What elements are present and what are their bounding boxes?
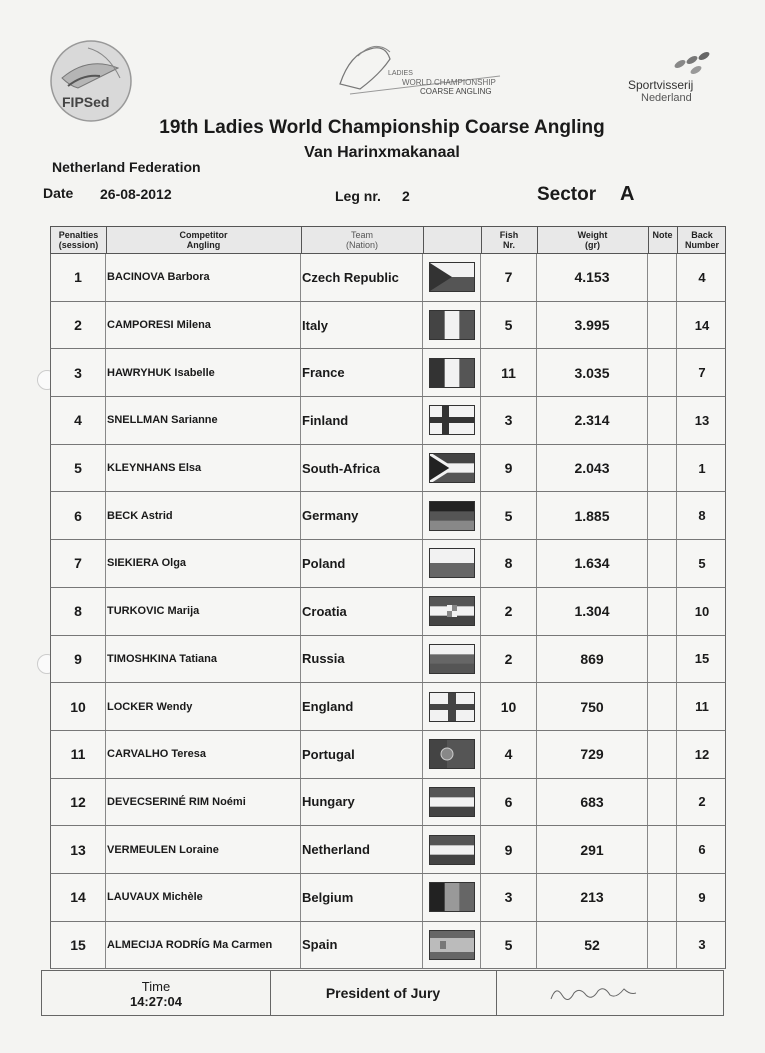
competitor-cell: ALMECIJA RODRÍG Ma Carmen <box>106 922 301 969</box>
team-cell: Italy <box>301 302 423 349</box>
note-cell <box>648 826 677 873</box>
note-cell <box>648 445 677 492</box>
results-table <box>50 226 726 969</box>
competitor-cell: CAMPORESI Milena <box>106 302 301 349</box>
date-label: Date <box>43 185 74 201</box>
table-row <box>50 445 726 493</box>
flag-de-icon <box>429 501 475 531</box>
president-of-jury-label: President of Jury <box>270 971 497 1015</box>
competitor-cell: LAUVAUX Michèle <box>106 874 301 921</box>
note-cell <box>648 779 677 826</box>
weight-cell: 2.043 <box>537 445 648 492</box>
team-cell: England <box>301 683 423 730</box>
flag-cell <box>423 826 481 873</box>
team-cell: Netherland <box>301 826 423 873</box>
fish-cell: 9 <box>481 445 537 492</box>
flag-es-icon <box>429 930 475 960</box>
header-penalties: Penalties (session) <box>51 227 107 253</box>
penalty-cell: 10 <box>51 683 106 730</box>
fish-cell: 11 <box>481 349 537 396</box>
flag-ru-icon <box>429 644 475 674</box>
flag-cell <box>423 445 481 492</box>
flag-hr-icon <box>429 596 475 626</box>
flag-cell <box>423 874 481 921</box>
fipsed-logo-text: FIPSed <box>62 94 110 110</box>
fish-cell: 8 <box>481 540 537 587</box>
flag-cell <box>423 397 481 444</box>
back-number-cell: 4 <box>698 269 706 285</box>
note-cell <box>648 540 677 587</box>
competitor-cell: CARVALHO Teresa <box>106 731 301 778</box>
team-cell: Russia <box>301 636 423 683</box>
penalty-cell: 4 <box>51 397 106 444</box>
weight-cell: 750 <box>537 683 648 730</box>
fish-cell: 2 <box>481 588 537 635</box>
back-number-cell: 14 <box>694 317 710 333</box>
back-number-cell: 2 <box>698 794 706 810</box>
penalty-cell: 3 <box>51 349 106 396</box>
flag-en-icon <box>429 692 475 722</box>
competitor-cell: TIMOSHKINA Tatiana <box>106 636 301 683</box>
fish-cell: 7 <box>481 254 537 301</box>
fish-cell: 3 <box>481 874 537 921</box>
sportvisserij-text: Sportvisserij <box>628 78 694 92</box>
back-number-cell: 15 <box>694 651 710 667</box>
back-number-cell: 13 <box>694 412 710 428</box>
fish-cell: 4 <box>481 731 537 778</box>
note-cell <box>648 302 677 349</box>
weight-cell: 52 <box>537 922 648 969</box>
weight-cell: 1.634 <box>537 540 648 587</box>
flag-be-icon <box>429 882 475 912</box>
penalty-cell: 6 <box>51 492 106 539</box>
table-body <box>50 254 726 969</box>
back-number-cell: 7 <box>698 365 706 381</box>
penalty-cell: 11 <box>51 731 106 778</box>
flag-cell <box>423 540 481 587</box>
table-row <box>50 349 726 397</box>
table-row <box>50 683 726 731</box>
fish-cell: 2 <box>481 636 537 683</box>
back-number-cell: 8 <box>698 508 706 524</box>
penalty-cell: 15 <box>51 922 106 969</box>
back-number-cell: 5 <box>698 555 706 571</box>
federation-label: Netherland Federation <box>52 159 201 175</box>
time-label: Time <box>141 979 171 994</box>
back-number-cell: 1 <box>698 460 706 476</box>
flag-nl-icon <box>429 835 475 865</box>
note-cell <box>648 588 677 635</box>
team-cell: South-Africa <box>301 445 423 492</box>
table-row <box>50 922 726 970</box>
note-cell <box>648 492 677 539</box>
table-row <box>50 540 726 588</box>
penalty-cell: 7 <box>51 540 106 587</box>
competitor-cell: BACINOVA Barbora <box>106 254 301 301</box>
back-number-cell: 9 <box>698 889 706 905</box>
table-row <box>50 302 726 350</box>
flag-cell <box>423 683 481 730</box>
weight-cell: 3.995 <box>537 302 648 349</box>
date-value: 26-08-2012 <box>100 186 172 202</box>
logo-ladies: LADIES <box>388 70 413 77</box>
flag-hu-icon <box>429 787 475 817</box>
weight-cell: 729 <box>537 731 648 778</box>
flag-cell <box>423 254 481 301</box>
team-cell: Portugal <box>301 731 423 778</box>
header-competitor: Competitor Angling <box>106 227 302 253</box>
flag-cell <box>423 779 481 826</box>
weight-cell: 291 <box>537 826 648 873</box>
logo-coarse-angling: COARSE ANGLING <box>420 87 492 96</box>
flag-pl-icon <box>429 548 475 578</box>
penalty-cell: 12 <box>51 779 106 826</box>
table-row <box>50 731 726 779</box>
sector-label: Sector <box>537 184 597 205</box>
team-cell: Poland <box>301 540 423 587</box>
table-row <box>50 826 726 874</box>
time-value: 14:27:04 <box>129 994 183 1009</box>
penalty-cell: 14 <box>51 874 106 921</box>
back-number-cell: 12 <box>694 746 710 762</box>
penalty-cell: 2 <box>51 302 106 349</box>
weight-cell: 683 <box>537 779 648 826</box>
weight-cell: 1.304 <box>537 588 648 635</box>
flag-cell <box>423 731 481 778</box>
flag-cell <box>423 492 481 539</box>
flag-pt-icon <box>429 739 475 769</box>
team-cell: Finland <box>301 397 423 444</box>
competitor-cell: TURKOVIC Marija <box>106 588 301 635</box>
note-cell <box>648 349 677 396</box>
weight-cell: 1.885 <box>537 492 648 539</box>
fipsed-logo-icon <box>48 38 134 124</box>
flag-cell <box>423 302 481 349</box>
weight-cell: 2.314 <box>537 397 648 444</box>
fish-cell: 10 <box>481 683 537 730</box>
fish-cell: 5 <box>481 922 537 969</box>
table-row <box>50 397 726 445</box>
competitor-cell: VERMEULEN Loraine <box>106 826 301 873</box>
back-number-cell: 11 <box>695 699 709 715</box>
competitor-cell: DEVECSERINÉ RIM Noémi <box>106 779 301 826</box>
table-row <box>50 779 726 827</box>
signature-icon <box>496 971 723 1015</box>
weight-cell: 213 <box>537 874 648 921</box>
weight-cell: 4.153 <box>537 254 648 301</box>
header-fish: Fish Nr. <box>481 227 538 253</box>
team-cell: France <box>301 349 423 396</box>
team-cell: Croatia <box>301 588 423 635</box>
table-row <box>50 588 726 636</box>
note-cell <box>648 254 677 301</box>
table-row <box>50 636 726 684</box>
penalty-cell: 1 <box>51 254 106 301</box>
sector-value: A <box>620 183 635 205</box>
back-number-cell: 6 <box>698 842 706 858</box>
page-subtitle: Van Harinxmakanaal <box>304 144 460 161</box>
footer-box <box>41 970 724 1016</box>
competitor-cell: LOCKER Wendy <box>106 683 301 730</box>
header-weight: Weight (gr) <box>537 227 649 253</box>
table-row <box>50 874 726 922</box>
weight-cell: 869 <box>537 636 648 683</box>
flag-cell <box>423 922 481 969</box>
flag-it-icon <box>429 310 475 340</box>
note-cell <box>648 874 677 921</box>
fish-cell: 9 <box>481 826 537 873</box>
leg-value: 2 <box>402 188 410 204</box>
flag-za-icon <box>429 453 475 483</box>
flag-fi-icon <box>429 405 475 435</box>
flag-cz-icon <box>429 262 475 292</box>
note-cell <box>648 922 677 969</box>
logo-world-championship: WORLD CHAMPIONSHIP <box>402 78 496 87</box>
fish-cell: 5 <box>481 492 537 539</box>
team-cell: Germany <box>301 492 423 539</box>
flag-cell <box>423 588 481 635</box>
time-cell <box>42 971 271 1015</box>
weight-cell: 3.035 <box>537 349 648 396</box>
flag-cell <box>423 636 481 683</box>
table-header <box>50 226 726 254</box>
team-cell: Spain <box>301 922 423 969</box>
penalty-cell: 9 <box>51 636 106 683</box>
note-cell <box>648 731 677 778</box>
championship-logo-icon <box>330 34 510 104</box>
competitor-cell: HAWRYHUK Isabelle <box>106 349 301 396</box>
header-back: Back Number <box>684 230 719 250</box>
table-row <box>50 492 726 540</box>
competitor-cell: KLEYNHANS Elsa <box>106 445 301 492</box>
fish-cell: 5 <box>481 302 537 349</box>
sportvisserij-logo-icon <box>620 50 720 110</box>
competitor-cell: SIEKIERA Olga <box>106 540 301 587</box>
note-cell <box>648 683 677 730</box>
leg-label: Leg nr. <box>335 188 381 204</box>
header-flag <box>423 227 482 253</box>
team-cell: Hungary <box>301 779 423 826</box>
penalty-cell: 13 <box>51 826 106 873</box>
note-cell <box>648 397 677 444</box>
penalty-cell: 8 <box>51 588 106 635</box>
flag-fr-icon <box>429 358 475 388</box>
competitor-cell: SNELLMAN Sarianne <box>106 397 301 444</box>
team-cell: Czech Republic <box>301 254 423 301</box>
note-cell <box>648 636 677 683</box>
back-number-cell: 10 <box>694 603 710 619</box>
table-row <box>50 254 726 302</box>
fish-cell: 3 <box>481 397 537 444</box>
header-team: Team (Nation) <box>301 227 424 253</box>
flag-cell <box>423 349 481 396</box>
back-number-cell: 3 <box>698 937 706 953</box>
header-note: Note <box>648 227 678 256</box>
page-title: 19th Ladies World Championship Coarse Angling <box>159 117 605 138</box>
penalty-cell: 5 <box>51 445 106 492</box>
fish-cell: 6 <box>481 779 537 826</box>
competitor-cell: BECK Astrid <box>106 492 301 539</box>
team-cell: Belgium <box>301 874 423 921</box>
nederland-text: Nederland <box>641 92 692 104</box>
